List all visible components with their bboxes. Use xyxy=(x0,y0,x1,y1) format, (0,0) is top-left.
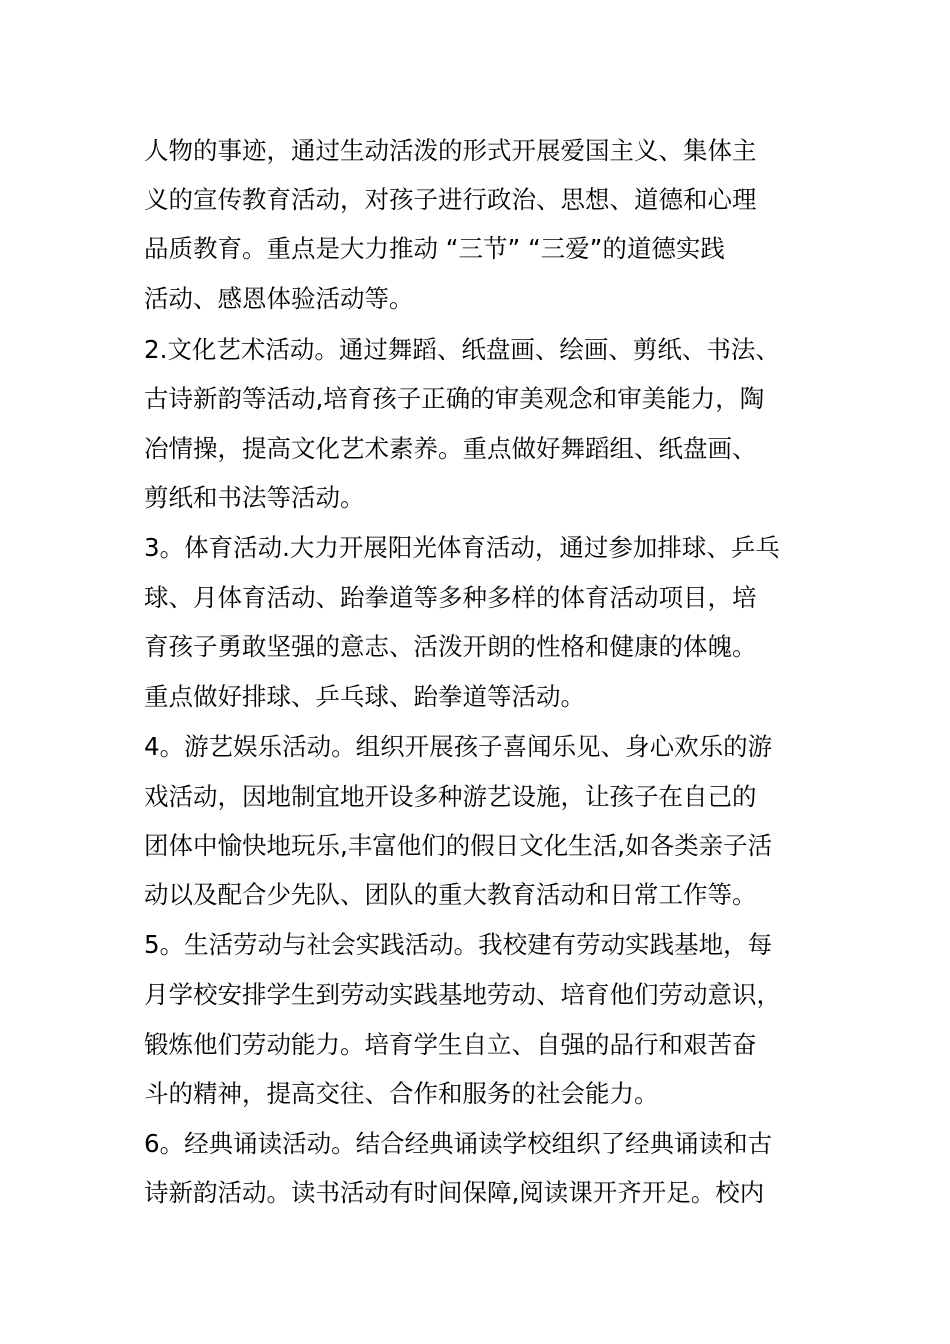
text-line: 古诗新韵等活动,培育孩子正确的审美观念和审美能力，陶 xyxy=(144,384,765,413)
text-line: 5。生活劳动与社会实践活动。我校建有劳动实践基地，每 xyxy=(144,930,773,959)
text-line: 斗的精神，提高交往、合作和服务的社会能力。 xyxy=(144,1079,659,1108)
text-line: 义的宣传教育活动，对孩子进行政治、思想、道德和心理 xyxy=(144,185,757,214)
text-line: 月学校安排学生到劳动实践基地劳动、培育他们劳动意识， xyxy=(144,980,781,1009)
text-line: 诗新韵活动。读书活动有时间保障,阅读课开齐开足。校内 xyxy=(144,1178,765,1207)
text-line: 人物的事迹，通过生动活泼的形式开展爱国主义、集体主 xyxy=(144,136,757,165)
text-line: 6。经典诵读活动。结合经典诵读学校组织了经典诵读和古 xyxy=(144,1129,773,1158)
text-line: 活动、感恩体验活动等。 xyxy=(144,284,414,313)
text-line: 锻炼他们劳动能力。培育学生自立、自强的品行和艰苦奋 xyxy=(144,1030,757,1059)
text-line: 育孩子勇敢坚强的意志、活泼开朗的性格和健康的体魄。 xyxy=(144,632,757,661)
text-line: 4。游艺娱乐活动。组织开展孩子喜闻乐见、身心欢乐的游 xyxy=(144,732,773,761)
text-line: 动以及配合少先队、团队的重大教育活动和日常工作等。 xyxy=(144,880,757,909)
text-line: 团体中愉快地玩乐,丰富他们的假日文化生活,如各类亲子活 xyxy=(144,831,773,860)
text-line: 重点做好排球、乒乓球、跆拳道等活动。 xyxy=(144,682,585,711)
text-line: 冶情操，提高文化艺术素养。重点做好舞蹈组、纸盘画、 xyxy=(144,434,757,463)
text-line: 戏活动，因地制宜地开设多种游艺设施，让孩子在自己的 xyxy=(144,782,757,811)
text-line: 品质教育。重点是大力推动 “三节” “三爱”的道德实践 xyxy=(144,234,725,263)
text-line: 2.文化艺术活动。通过舞蹈、纸盘画、绘画、剪纸、书法、 xyxy=(144,335,780,364)
text-line: 球、月体育活动、跆拳道等多种多样的体育活动项目，培 xyxy=(144,583,757,612)
text-line: 剪纸和书法等活动。 xyxy=(144,483,365,512)
text-line: 3。体育活动.大力开展阳光体育活动，通过参加排球、乒乓 xyxy=(144,533,780,562)
